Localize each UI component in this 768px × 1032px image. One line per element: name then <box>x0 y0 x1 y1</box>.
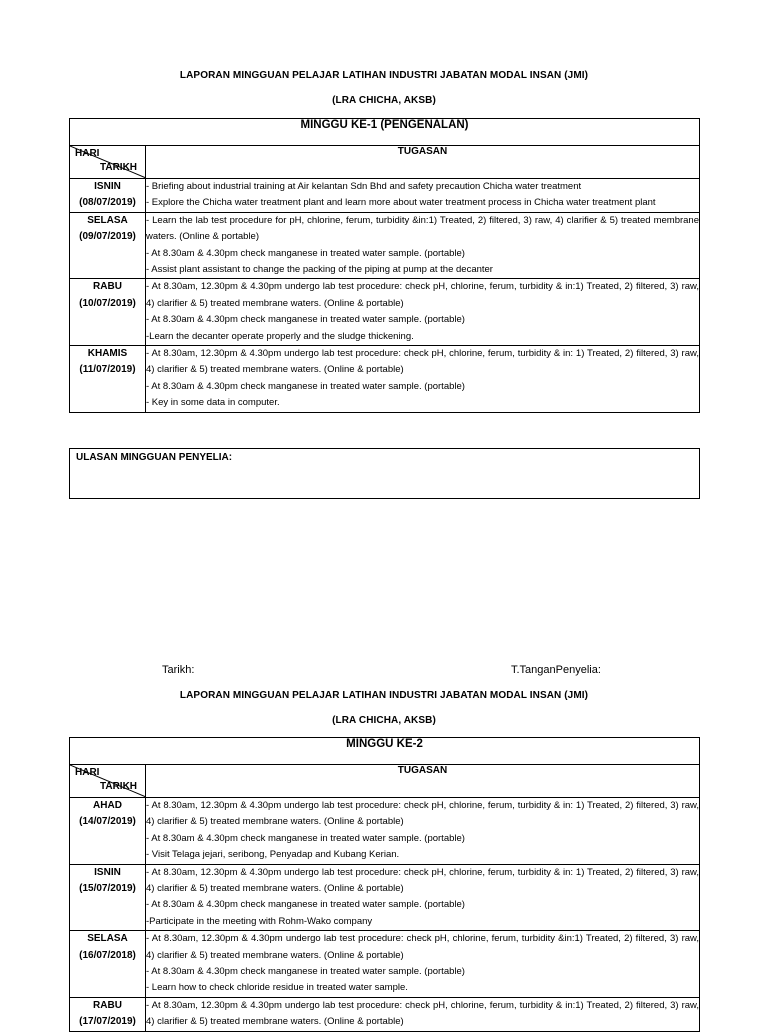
report-subtitle-2: (LRA CHICHA, AKSB) <box>332 715 436 726</box>
day-date: (08/07/2019) <box>79 197 136 209</box>
task-item: - Assist plant assistant to change the packing of the piping at pump at the decanter <box>146 264 493 276</box>
day-name: ISNIN <box>94 866 121 878</box>
task-item: - Learn the lab test procedure for pH, chlorine, ferum, turbidity &in:1) Treated, 2) filtered, 3) raw, 4) clarifier & 5) treated membrane waters. (Online & portable) <box>146 214 699 243</box>
day-name: SELASA <box>87 933 128 945</box>
week1-title: MINGGU KE-1 (PENGENALAN) <box>70 119 700 146</box>
tasks-cell <box>146 212 700 279</box>
tasks-cell <box>146 931 700 998</box>
day-date: (10/07/2019) <box>79 297 136 309</box>
day-date: (14/07/2019) <box>79 816 136 828</box>
tasks-cell <box>146 798 700 865</box>
supervisor-signature-label: T.TanganPenyelia: <box>511 664 601 676</box>
tasks-cell <box>146 997 700 1031</box>
table-row <box>70 798 700 865</box>
col-hari-label: HARI <box>75 148 100 159</box>
day-date: (16/07/2018) <box>79 949 136 961</box>
col-tarikh-label: TARIKH <box>100 781 138 792</box>
day-name: KHAMIS <box>87 348 128 360</box>
day-cell <box>70 279 146 346</box>
task-item: - Briefing about industrial training at Air kelantan Sdn Bhd and safety precaution Chicha water treatment <box>146 181 582 192</box>
task-item: - At 8.30am, 12.30pm & 4.30pm undergo lab test procedure: check pH, chlorine, ferum, turbidity &in:1) Treated, 2) filtered, 3) raw, 4) clarifier & 5) treated membrane waters. (Online & portable) <box>146 933 700 961</box>
day-cell <box>70 864 146 931</box>
tasks-cell <box>146 179 700 213</box>
task-item: - At 8.30am & 4.30pm check manganese in treated water sample. (portable) <box>146 832 465 844</box>
day-name: RABU <box>93 999 122 1011</box>
tasks-cell <box>146 864 700 931</box>
week2-title: MINGGU KE-2 <box>70 738 700 765</box>
table-row <box>70 279 700 346</box>
day-date: (09/07/2019) <box>79 231 136 243</box>
task-item: - At 8.30am, 12.30pm & 4.30pm undergo lab test procedure: check pH, chlorine, ferum, turbidity & in: 1) Treated, 2) filtered, 3) raw, 4) clarifier & 5) treated membrane waters. (Online & portable) <box>146 800 700 828</box>
day-date: (15/07/2019) <box>79 883 136 895</box>
task-item: - At 8.30am & 4.30pm check manganese in treated water sample. (portable) <box>146 966 465 978</box>
table-row <box>70 346 700 413</box>
day-date: (11/07/2019) <box>79 364 136 376</box>
hari-tarikh-header <box>70 146 146 179</box>
task-item: - At 8.30am & 4.30pm check manganese in treated water sample. (portable) <box>146 899 465 911</box>
table-row <box>70 212 700 279</box>
day-cell <box>70 931 146 998</box>
day-cell <box>70 346 146 413</box>
day-cell <box>70 997 146 1031</box>
day-cell <box>70 798 146 865</box>
col-hari-label: HARI <box>75 767 100 778</box>
report-title: LAPORAN MINGGUAN PELAJAR LATIHAN INDUSTRI JABATAN MODAL INSAN (JMI) <box>179 70 589 81</box>
task-item: - At 8.30am, 12.30pm & 4.30pm undergo lab test procedure: check pH, chlorine, ferum, turbidity & in: 1) Treated, 2) filtered, 3) raw, 4) clarifier & 5) treated membrane waters. (Online & portable) <box>146 866 700 895</box>
day-name: ISNIN <box>94 181 121 192</box>
task-item: - At 8.30am & 4.30pm check manganese in treated water sample. (portable) <box>146 314 465 326</box>
day-name: SELASA <box>87 214 128 226</box>
task-item: -Learn the decanter operate properly and the sludge thickening. <box>146 330 414 342</box>
tasks-cell <box>146 346 700 413</box>
task-item: - At 8.30am, 12.30pm & 4.30pm undergo lab test procedure: check pH, chlorine, ferum, turbidity & in: 1) Treated, 2) filtered, 3) raw, 4) clarifier & 5) treated membrane waters. (Online & portable) <box>146 348 699 376</box>
supervisor-comment-box[interactable] <box>69 448 700 499</box>
day-cell <box>70 212 146 279</box>
task-item: - Key in some data in computer. <box>146 397 280 409</box>
hari-tarikh-header <box>70 765 146 798</box>
day-name: RABU <box>93 281 122 293</box>
table-row <box>70 997 700 1031</box>
task-item: - Learn how to check chloride residue in treated water sample. <box>146 982 408 994</box>
col-tarikh-label: TARIKH <box>100 162 138 173</box>
table-row <box>70 864 700 931</box>
task-item: - Visit Telaga jejari, seribong, Penyadap and Kubang Kerian. <box>146 849 400 861</box>
week1-table <box>69 118 700 413</box>
col-tugasan-label: TUGASAN <box>146 146 700 179</box>
col-tugasan-label: TUGASAN <box>146 765 700 798</box>
task-item: - Explore the Chicha water treatment plant and learn more about water treatment process in Chicha water treatment plant <box>146 197 656 209</box>
day-cell <box>70 179 146 213</box>
task-item: - At 8.30am, 12.30pm & 4.30pm undergo lab test procedure: check pH, chlorine, ferum, turbidity & in:1) Treated, 2) filtered, 3) raw, 4) clarifier & 5) treated membrane waters. (Online & portable) <box>146 281 699 309</box>
task-item: - At 8.30am & 4.30pm check manganese in treated water sample. (portable) <box>146 247 465 259</box>
task-item: - At 8.30am & 4.30pm check manganese in treated water sample. (portable) <box>146 380 465 392</box>
report-title-2: LAPORAN MINGGUAN PELAJAR LATIHAN INDUSTRI JABATAN MODAL INSAN (JMI) <box>179 690 589 701</box>
date-label: Tarikh: <box>162 664 195 676</box>
week2-table <box>69 737 700 1032</box>
table-row <box>70 179 700 213</box>
tasks-cell <box>146 279 700 346</box>
report-subtitle: (LRA CHICHA, AKSB) <box>332 95 436 106</box>
day-date: (17/07/2019) <box>79 1016 136 1028</box>
table-row <box>70 931 700 998</box>
task-item: -Participate in the meeting with Rohm-Wako company <box>146 915 373 927</box>
comment-label: ULASAN MINGGUAN PENYELIA: <box>76 452 233 463</box>
day-name: AHAD <box>93 800 122 811</box>
task-item: - At 8.30am, 12.30pm & 4.30pm undergo lab test procedure: check pH, chlorine, ferum, turbidity & in:1) Treated, 2) filtered, 3) raw, 4) clarifier & 5) treated membrane waters. (Online & portable) <box>146 999 700 1028</box>
